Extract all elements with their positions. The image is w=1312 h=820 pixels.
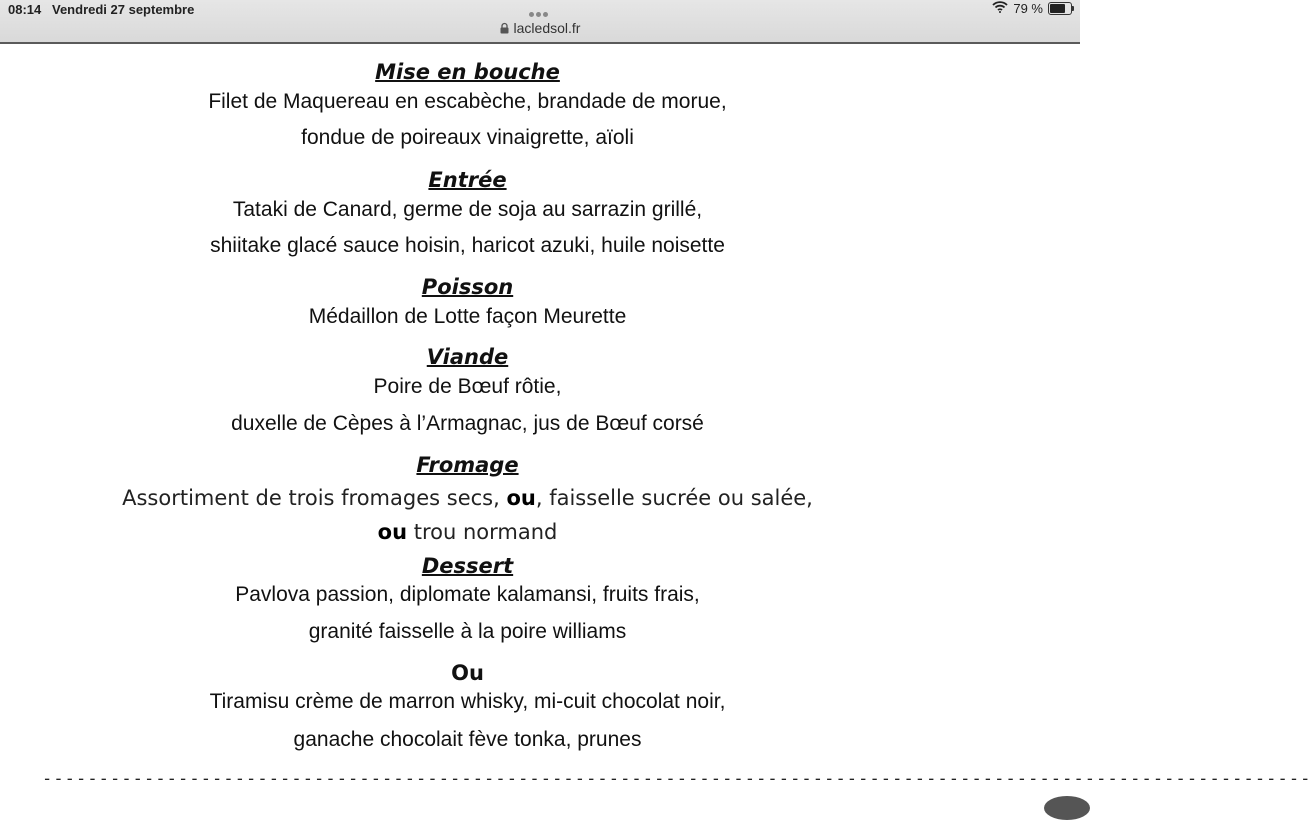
- section-title-poisson: Poisson: [421, 275, 514, 299]
- multitask-dots-icon[interactable]: [529, 4, 553, 12]
- entree-line-2: shiitake glacé sauce hoisin, haricot azuki, huile noisette: [210, 234, 725, 257]
- fromage-line-1-start: Assortiment de trois fromages secs,: [122, 486, 500, 510]
- status-indicators: [992, 1, 1072, 16]
- browser-top-bar: [0, 0, 1080, 44]
- url-text: lacledsol.fr: [513, 20, 581, 36]
- fromage-line-1: [0, 486, 935, 510]
- entree-line-1: Tataki de Canard, germe de soja au sarrazin grillé,: [232, 198, 703, 221]
- ou-line-2: ganache chocolait fève tonka, prunes: [293, 728, 642, 751]
- address-bar[interactable]: [0, 20, 1080, 37]
- fromage-line-1-end: , faisselle sucrée ou salée,: [535, 486, 813, 510]
- status-time: 08:14: [8, 2, 42, 17]
- lock-icon: [500, 21, 509, 37]
- viande-line-2: duxelle de Cèpes à l’Armagnac, jus de Bœuf corsé: [231, 412, 704, 435]
- section-title-entree: Entrée: [428, 168, 507, 192]
- fromage-or-word: ou: [506, 486, 536, 510]
- fromage-line-2-text: trou normand: [413, 520, 558, 544]
- dashed-separator: ----------------------------------------------------------------------------------------------------------------: [42, 769, 1312, 789]
- section-title-viande: Viande: [426, 345, 509, 369]
- battery-icon: [1048, 2, 1072, 15]
- poisson-line-1: Médaillon de Lotte façon Meurette: [308, 305, 627, 328]
- mise-en-bouche-line-1: Filet de Maquereau en escabèche, brandade de morue,: [208, 90, 727, 113]
- section-title-dessert: Dessert: [421, 554, 514, 578]
- dessert-line-2: granité faisselle à la poire williams: [308, 620, 627, 643]
- fromage-or-word-2: ou: [377, 520, 408, 544]
- viande-line-1: Poire de Bœuf rôtie,: [373, 375, 562, 398]
- fromage-line-2: [0, 520, 935, 544]
- section-title-ou: Ou: [451, 661, 484, 685]
- dessert-line-1: Pavlova passion, diplomate kalamansi, fruits frais,: [235, 583, 700, 606]
- battery-percent: 79 %: [1013, 1, 1043, 16]
- status-date: Vendredi 27 septembre: [52, 2, 195, 17]
- section-title-fromage: Fromage: [416, 453, 519, 477]
- mise-en-bouche-line-2: fondue de poireaux vinaigrette, aïoli: [301, 126, 634, 149]
- ou-line-1: Tiramisu crème de marron whisky, mi-cuit chocolat noir,: [209, 690, 726, 713]
- floating-button[interactable]: [1044, 796, 1090, 820]
- wifi-icon: [992, 1, 1008, 16]
- section-title-mise-en-bouche: Mise en bouche: [375, 60, 560, 84]
